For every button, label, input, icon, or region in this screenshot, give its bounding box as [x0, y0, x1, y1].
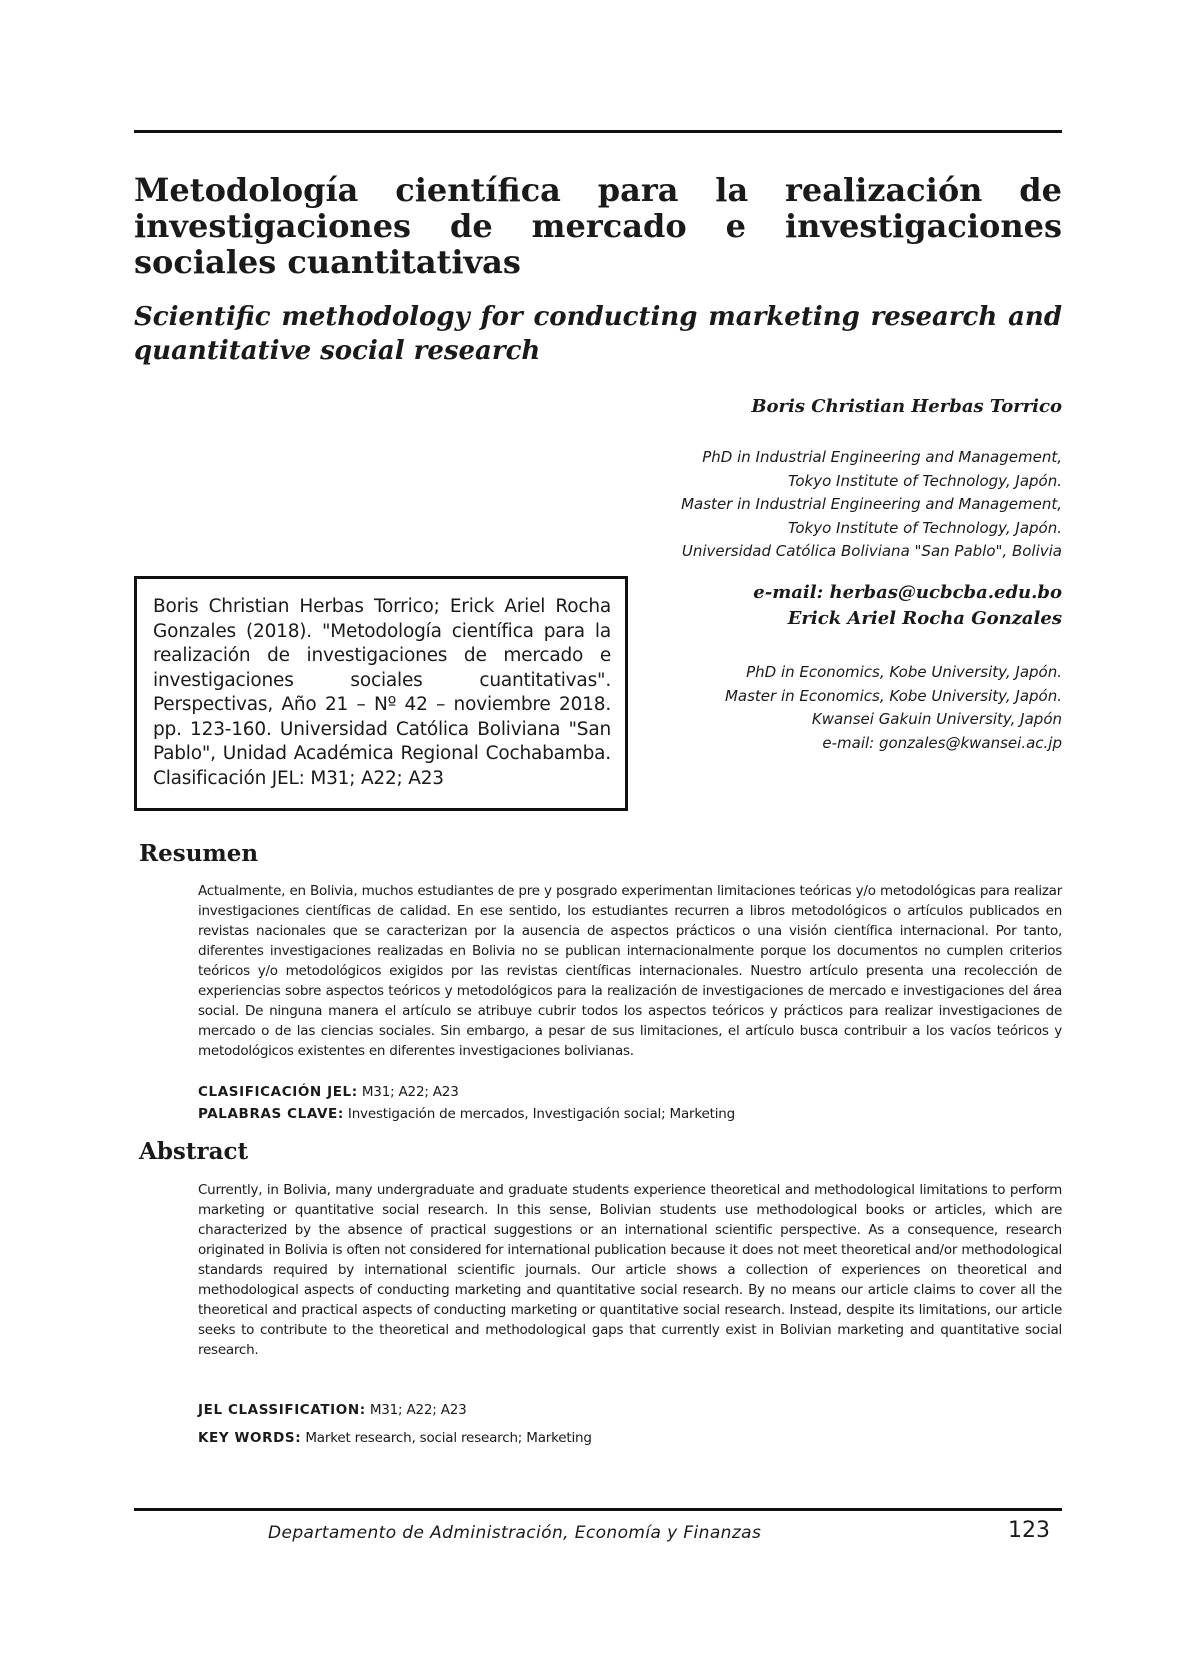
page-number: 123 [1008, 1518, 1050, 1543]
citation-text: Boris Christian Herbas Torrico; Erick Ariel Rocha Gonzales (2018). "Metodología científica para la realización de investigaciones de mercado e investigaciones sociales cuantitativas". Perspectivas, Año 21 – Nº 42 – noviembre 2018. pp. 123-160. Universidad Católica Boliviana "San Pablo", Unidad Académica Regional Cochabamba. Clasificación JEL: M31; A22; A23 [153, 596, 611, 789]
author1-affiliation-line: Tokyo Institute of Technology, Japón. [788, 471, 1062, 490]
abstract-keywords-label: KEY WORDS: [198, 1430, 302, 1446]
resumen-jel-line [198, 1084, 459, 1100]
resumen-body: Actualmente, en Bolivia, muchos estudiantes de pre y posgrado experimentan limitaciones teóricas y/o metodológicas para realizar investigaciones científicas de calidad. En ese sentido, los estudiantes recurren a libros metodológicos o artículos publicados en revistas nacionales que se caracterizan por la ausencia de aspectos prácticos o una visión científica internacional. Por tanto, diferentes investigaciones realizadas en Bolivia no se publican internacionalmente porque los documentos no cumplen criterios teóricos y/o metodológicos exigidos por las revistas científicas internacionales. Nuestro artículo presenta una recolección de experiencias sobre aspectos teóricos y metodológicos para la realización de investigaciones de mercado e investigaciones del área social. De ninguna manera el artículo se atribuye cubrir todos los aspectos teóricos y prácticos para realizar investigaciones de mercado o de las ciencias sociales. Sin embargo, a pesar de sus limitaciones, el artículo busca contribuir a los vacíos teóricos y metodológicos existentes en diferentes investigaciones bolivianas. [198, 883, 1062, 1059]
author1-affiliation-line: Master in Industrial Engineering and Management, [681, 495, 1062, 513]
author2-affiliation-line: Kwansei Gakuin University, Japón [811, 710, 1062, 728]
abstract-keywords-line [198, 1430, 592, 1446]
resumen-heading: Resumen [139, 840, 259, 867]
author1-affiliations [681, 446, 1062, 564]
resumen-jel-label: CLASIFICACIÓN JEL: [198, 1084, 358, 1100]
author1-name: Boris Christian Herbas Torrico [751, 396, 1062, 417]
abstract-jel-value: M31; A22; A23 [365, 1402, 467, 1418]
author1-affiliation-line: Universidad Católica Boliviana "San Pablo", Bolivia [681, 542, 1062, 560]
top-rule [134, 130, 1062, 133]
title-english: Scientific methodology for conducting marketing research and quantitative social research [134, 302, 1062, 366]
author1-affiliation-line: Tokyo Institute of Technology, Japón. [788, 518, 1062, 537]
abstract-body: Currently, in Bolivia, many undergraduate and graduate students experience theoretical and methodological limitations to perform marketing or quantitative social research. In this sense, Bolivian students use methodological books or articles, which are characterized by the absence of practical suggestions or an international scientific perspective. As a consequence, research originated in Bolivia is often not considered for international publication because it does not meet theoretical and/or methodological standards required by international scientific journals. Our article shows a collection of experiences on theoretical and methodological aspects of conducting marketing and quantitative social research. By no means our article claims to cover all the theoretical and practical aspects of conducting marketing or quantitative social research. Instead, despite its limitations, our article seeks to contribute to the theoretical and methodological gaps that currently exist in Bolivian marketing and quantitative social research. [198, 1182, 1062, 1358]
author1-affiliation-line: PhD in Industrial Engineering and Management, [702, 448, 1062, 466]
abstract-heading: Abstract [139, 1138, 249, 1165]
abstract-jel-label: JEL CLASSIFICATION: [198, 1402, 366, 1418]
abstract-jel-line [198, 1402, 467, 1418]
abstract-keywords-value: Market research, social research; Marketing [301, 1430, 592, 1446]
title-spanish: Metodología científica para la realización de investigaciones de mercado e investigaciones sociales cuantitativas [134, 171, 1062, 281]
author2-name: Erick Ariel Rocha Gonzales [787, 608, 1062, 629]
citation-box [134, 576, 628, 811]
author2-email: e-mail: gonzales@kwansei.ac.jp [822, 733, 1062, 752]
author1-email: e-mail: herbas@ucbcba.edu.bo [753, 582, 1062, 603]
resumen-keywords-line [198, 1106, 735, 1122]
resumen-keywords-value: Investigación de mercados, Investigación social; Marketing [343, 1106, 736, 1122]
author2-affiliation-line: PhD in Economics, Kobe University, Japón. [746, 663, 1062, 681]
footer-rule [134, 1508, 1062, 1511]
author2-affiliation-line: Master in Economics, Kobe University, Japón. [724, 686, 1062, 705]
footer-department: Departamento de Administración, Economía y Finanzas [268, 1523, 762, 1543]
author2-affiliations [725, 661, 1062, 755]
resumen-jel-value: M31; A22; A23 [357, 1084, 459, 1100]
resumen-keywords-label: PALABRAS CLAVE: [198, 1106, 344, 1122]
